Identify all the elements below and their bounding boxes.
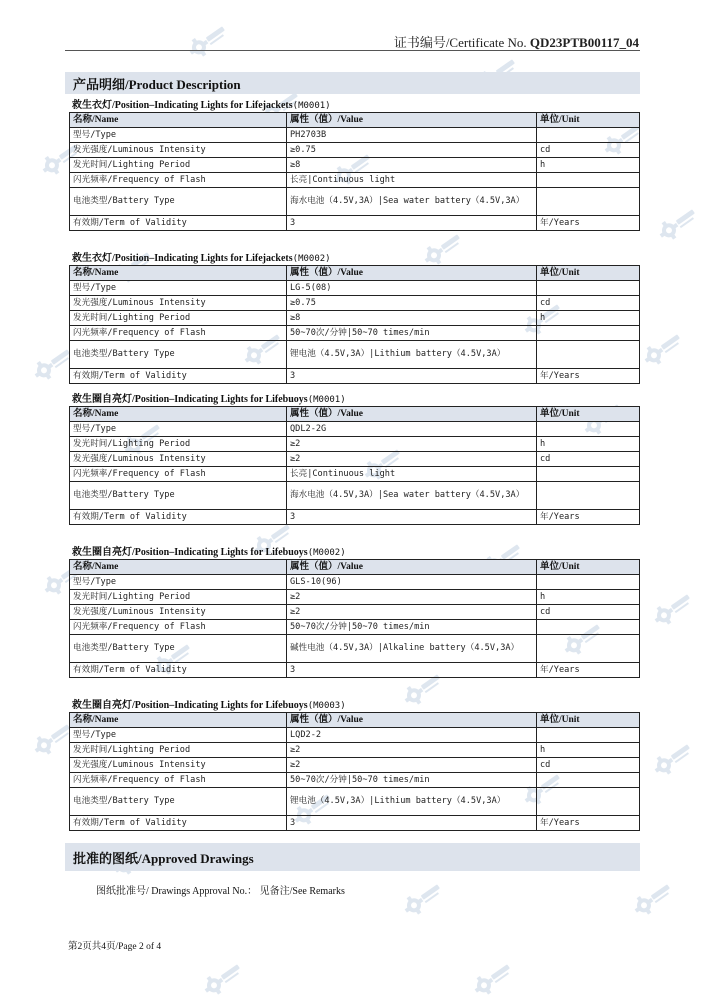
cell-unit: cd: [537, 143, 640, 158]
cell-value: ≥0.75: [287, 296, 537, 311]
table-row: [70, 620, 640, 635]
cell-name: 有效期/Term of Validity: [70, 510, 287, 525]
cell-name: 闪光频率/Frequency of Flash: [70, 173, 287, 188]
table-row: [70, 590, 640, 605]
cell-value: 碱性电池（4.5V,3A）|Alkaline battery（4.5V,3A）: [287, 635, 537, 663]
gear-emblem-icon: [200, 960, 246, 998]
cell-unit: h: [537, 743, 640, 758]
cell-unit: [537, 422, 640, 437]
cell-unit: h: [537, 158, 640, 173]
cell-name: 发光时间/Lighting Period: [70, 743, 287, 758]
gear-emblem-icon: [470, 960, 516, 998]
cell-unit: [537, 482, 640, 510]
table-row: [70, 437, 640, 452]
cell-unit: [537, 620, 640, 635]
cell-unit: [537, 341, 640, 369]
cell-unit: h: [537, 437, 640, 452]
cell-value: ≥2: [287, 437, 537, 452]
approval-value: 见备注/See Remarks: [259, 886, 345, 897]
column-header-unit: 单位/Unit: [537, 266, 640, 281]
column-header-unit: 单位/Unit: [537, 713, 640, 728]
group-title: [72, 96, 331, 111]
group-title-text: 救生圈自亮灯/Position–Indicating Lights for Lifebuoys: [72, 700, 308, 711]
cell-name: 电池类型/Battery Type: [70, 635, 287, 663]
cell-value: ≥2: [287, 758, 537, 773]
cell-unit: [537, 575, 640, 590]
table-header-row: [70, 266, 640, 281]
cell-name: 有效期/Term of Validity: [70, 369, 287, 384]
cell-value: LG-5(08): [287, 281, 537, 296]
certificate-label: 证书编号/Certificate No.: [393, 35, 527, 50]
certificate-number: [394, 32, 639, 51]
cell-name: 有效期/Term of Validity: [70, 816, 287, 831]
cell-value: ≥2: [287, 743, 537, 758]
table-row: [70, 143, 640, 158]
cell-value: 3: [287, 216, 537, 231]
cell-name: 发光时间/Lighting Period: [70, 590, 287, 605]
approved-section-title: 批准的图纸/Approved Drawings: [73, 850, 254, 866]
cell-value: 50~70次/分钟|50~70 times/min: [287, 773, 537, 788]
approval-label: 图纸批准号/ Drawings Approval No.：: [96, 886, 258, 897]
cell-value: 海水电池（4.5V,3A）|Sea water battery（4.5V,3A）: [287, 188, 537, 216]
cell-value: ≥2: [287, 605, 537, 620]
cell-name: 有效期/Term of Validity: [70, 663, 287, 678]
cell-unit: 年/Years: [537, 663, 640, 678]
table-row: [70, 369, 640, 384]
table-row: [70, 422, 640, 437]
gear-emblem-icon: [650, 590, 696, 628]
certificate-no-value: QD23PTB00117_04: [529, 35, 639, 50]
spec-table: [69, 112, 640, 231]
table-row: [70, 188, 640, 216]
cell-name: 发光时间/Lighting Period: [70, 311, 287, 326]
table-row: [70, 743, 640, 758]
table-row: [70, 605, 640, 620]
cell-name: 发光强度/Luminous Intensity: [70, 605, 287, 620]
column-header-name: 名称/Name: [70, 266, 287, 281]
table-row: [70, 216, 640, 231]
cell-name: 型号/Type: [70, 575, 287, 590]
cell-name: 型号/Type: [70, 728, 287, 743]
column-header-value: 属性（值）/Value: [287, 113, 537, 128]
cell-unit: [537, 128, 640, 143]
table-row: [70, 467, 640, 482]
group-code: (M0001): [307, 395, 346, 405]
column-header-unit: 单位/Unit: [537, 560, 640, 575]
cell-name: 发光时间/Lighting Period: [70, 437, 287, 452]
table-row: [70, 758, 640, 773]
cell-name: 型号/Type: [70, 128, 287, 143]
table-row: [70, 510, 640, 525]
cell-value: ≥2: [287, 452, 537, 467]
cell-value: 3: [287, 369, 537, 384]
table-header-row: [70, 560, 640, 575]
cell-value: LQD2-2: [287, 728, 537, 743]
cell-value: ≥8: [287, 158, 537, 173]
cell-value: 长亮|Continuous light: [287, 467, 537, 482]
cell-name: 闪光频率/Frequency of Flash: [70, 326, 287, 341]
column-header-value: 属性（值）/Value: [287, 407, 537, 422]
group-code: (M0002): [307, 548, 346, 558]
column-header-name: 名称/Name: [70, 560, 287, 575]
cell-name: 电池类型/Battery Type: [70, 341, 287, 369]
group-title-text: 救生圈自亮灯/Position–Indicating Lights for Lifebuoys: [72, 394, 308, 405]
cell-unit: 年/Years: [537, 510, 640, 525]
table-row: [70, 296, 640, 311]
cell-name: 有效期/Term of Validity: [70, 216, 287, 231]
cell-value: 50~70次/分钟|50~70 times/min: [287, 326, 537, 341]
group-title-text: 救生衣灯/Position–Indicating Lights for Lifejackets: [72, 100, 293, 111]
table-row: [70, 773, 640, 788]
cell-value: 3: [287, 510, 537, 525]
header-divider: [65, 50, 640, 51]
cell-value: 3: [287, 816, 537, 831]
cell-value: 锂电池（4.5V,3A）|Lithium battery（4.5V,3A）: [287, 341, 537, 369]
cell-unit: cd: [537, 758, 640, 773]
drawings-approval-line: [96, 882, 345, 897]
cell-unit: [537, 467, 640, 482]
cell-name: 闪光频率/Frequency of Flash: [70, 620, 287, 635]
column-header-name: 名称/Name: [70, 407, 287, 422]
cell-name: 发光强度/Luminous Intensity: [70, 758, 287, 773]
table-row: [70, 173, 640, 188]
table-row: [70, 635, 640, 663]
column-header-name: 名称/Name: [70, 713, 287, 728]
cell-unit: cd: [537, 452, 640, 467]
gear-emblem-icon: [400, 880, 446, 918]
group-title: [72, 390, 346, 405]
cell-value: 锂电池（4.5V,3A）|Lithium battery（4.5V,3A）: [287, 788, 537, 816]
cell-name: 发光时间/Lighting Period: [70, 158, 287, 173]
cell-unit: 年/Years: [537, 369, 640, 384]
table-header-row: [70, 407, 640, 422]
cell-unit: h: [537, 311, 640, 326]
table-row: [70, 311, 640, 326]
group-title: [72, 696, 346, 711]
table-header-row: [70, 713, 640, 728]
table-row: [70, 158, 640, 173]
group-title: [72, 543, 346, 558]
table-row: [70, 281, 640, 296]
table-row: [70, 326, 640, 341]
cell-value: 海水电池（4.5V,3A）|Sea water battery（4.5V,3A）: [287, 482, 537, 510]
cell-value: ≥2: [287, 590, 537, 605]
gear-emblem-icon: [655, 205, 701, 243]
table-row: [70, 728, 640, 743]
cell-unit: h: [537, 590, 640, 605]
cell-name: 型号/Type: [70, 281, 287, 296]
table-row: [70, 575, 640, 590]
table-row: [70, 128, 640, 143]
gear-emblem-icon: [185, 22, 231, 60]
page-number: 第2页共4页/Page 2 of 4: [68, 942, 162, 952]
product-section-title: 产品明细/Product Description: [73, 76, 241, 92]
cell-unit: 年/Years: [537, 816, 640, 831]
spec-table: [69, 559, 640, 678]
cell-name: 闪光频率/Frequency of Flash: [70, 467, 287, 482]
cell-name: 电池类型/Battery Type: [70, 482, 287, 510]
table-row: [70, 663, 640, 678]
cell-unit: [537, 326, 640, 341]
gear-emblem-icon: [640, 330, 686, 368]
cell-unit: [537, 788, 640, 816]
cell-unit: [537, 635, 640, 663]
spec-table: [69, 265, 640, 384]
cell-unit: 年/Years: [537, 216, 640, 231]
cell-value: PH2703B: [287, 128, 537, 143]
table-row: [70, 482, 640, 510]
column-header-value: 属性（值）/Value: [287, 713, 537, 728]
group-code: (M0003): [307, 701, 346, 711]
cell-name: 电池类型/Battery Type: [70, 188, 287, 216]
approved-drawings-heading: [65, 843, 640, 871]
cell-name: 闪光频率/Frequency of Flash: [70, 773, 287, 788]
column-header-name: 名称/Name: [70, 113, 287, 128]
cell-unit: [537, 728, 640, 743]
cell-name: 发光强度/Luminous Intensity: [70, 143, 287, 158]
table-row: [70, 452, 640, 467]
group-title: [72, 249, 331, 264]
column-header-value: 属性（值）/Value: [287, 266, 537, 281]
cell-value: 长亮|Continuous light: [287, 173, 537, 188]
spec-table: [69, 406, 640, 525]
cell-value: 50~70次/分钟|50~70 times/min: [287, 620, 537, 635]
column-header-unit: 单位/Unit: [537, 113, 640, 128]
cell-unit: cd: [537, 605, 640, 620]
table-row: [70, 341, 640, 369]
cell-unit: cd: [537, 296, 640, 311]
cell-name: 型号/Type: [70, 422, 287, 437]
column-header-value: 属性（值）/Value: [287, 560, 537, 575]
gear-emblem-icon: [630, 880, 676, 918]
cell-unit: [537, 173, 640, 188]
cell-value: QDL2-2G: [287, 422, 537, 437]
column-header-unit: 单位/Unit: [537, 407, 640, 422]
group-code: (M0001): [292, 101, 331, 111]
cell-value: GLS-10(96): [287, 575, 537, 590]
group-title-text: 救生圈自亮灯/Position–Indicating Lights for Lifebuoys: [72, 547, 308, 558]
gear-emblem-icon: [420, 230, 466, 268]
group-code: (M0002): [292, 254, 331, 264]
table-header-row: [70, 113, 640, 128]
cell-unit: [537, 773, 640, 788]
cell-value: ≥0.75: [287, 143, 537, 158]
gear-emblem-icon: [650, 740, 696, 778]
cell-value: ≥8: [287, 311, 537, 326]
table-row: [70, 816, 640, 831]
product-description-heading: [65, 72, 640, 94]
table-row: [70, 788, 640, 816]
cell-value: 3: [287, 663, 537, 678]
cell-name: 电池类型/Battery Type: [70, 788, 287, 816]
cell-name: 发光强度/Luminous Intensity: [70, 452, 287, 467]
spec-table: [69, 712, 640, 831]
cell-unit: [537, 188, 640, 216]
group-title-text: 救生衣灯/Position–Indicating Lights for Lifejackets: [72, 253, 293, 264]
cell-name: 发光强度/Luminous Intensity: [70, 296, 287, 311]
cell-unit: [537, 281, 640, 296]
